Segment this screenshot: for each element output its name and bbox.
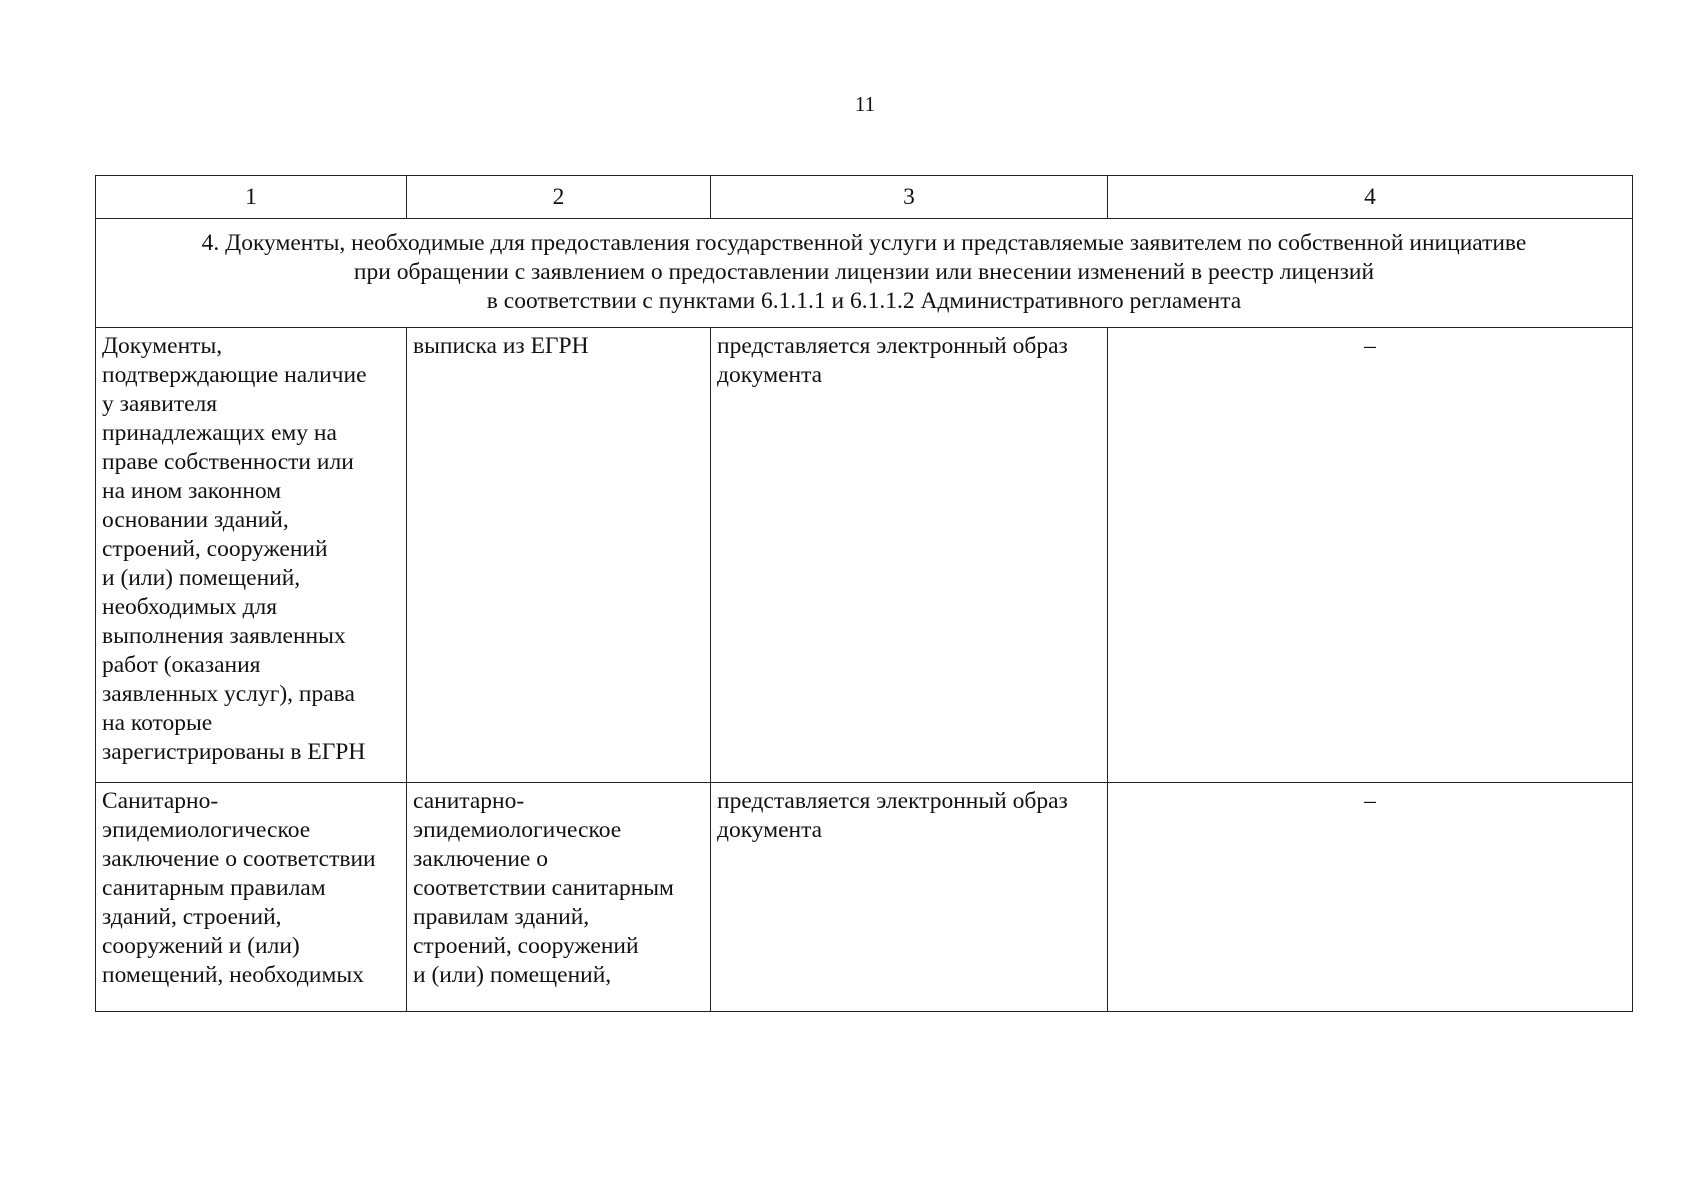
table-cell-note [1108, 783, 1633, 1012]
section-heading-row [96, 219, 1633, 328]
table-cell-submission-form [711, 328, 1108, 783]
documents-table [95, 175, 1633, 1012]
table-header-row [96, 176, 1633, 219]
cell-text: Санитарно- эпидемиологическое заключение о соответствии санитарным правилам зданий, строений, сооружений и (или) помещений, необходимых [102, 788, 376, 988]
column-number-4: 4 [1108, 176, 1633, 219]
cell-text: выписка из ЕГРН [413, 333, 589, 359]
page-number: 11 [854, 92, 876, 116]
table-cell-document-type [96, 783, 407, 1012]
column-number-2: 2 [407, 176, 711, 219]
section-heading: 4. Документы, необходимые для предоставления государственной услуги и представляемые заявителем по собственной инициативе при обращении с заявлением о предоставлении лицензии или внесении изменений в реестр лицензий в соответствии с пунктами 6.1.1.1 и 6.1.1.2 Административного регламента [201, 230, 1527, 314]
table-cell-document-name [407, 328, 711, 783]
table-row [96, 328, 1633, 783]
column-number-3: 3 [711, 176, 1108, 219]
cell-text: – [1364, 788, 1376, 814]
table-cell-document-name [407, 783, 711, 1012]
table-cell-submission-form [711, 783, 1108, 1012]
cell-text: санитарно- эпидемиологическое заключение о соответствии санитарным правилам зданий, строений, сооружений и (или) помещений, [413, 788, 674, 988]
cell-text: Документы, подтверждающие наличие у заявителя принадлежащих ему на праве собственности или на ином законном основании зданий, строений, сооружений и (или) помещений, необходимых для выполнения заявленных работ (оказания заявленных услуг), права на которые зарегистрированы в ЕГРН [102, 333, 367, 765]
column-number-1: 1 [96, 176, 407, 219]
cell-text: – [1364, 333, 1376, 359]
section-heading-cell [96, 219, 1633, 328]
cell-text: представляется электронный образ документа [717, 788, 1068, 843]
table-row [96, 783, 1633, 1012]
cell-text: представляется электронный образ документа [717, 333, 1068, 388]
table-cell-document-type [96, 328, 407, 783]
table-cell-note [1108, 328, 1633, 783]
